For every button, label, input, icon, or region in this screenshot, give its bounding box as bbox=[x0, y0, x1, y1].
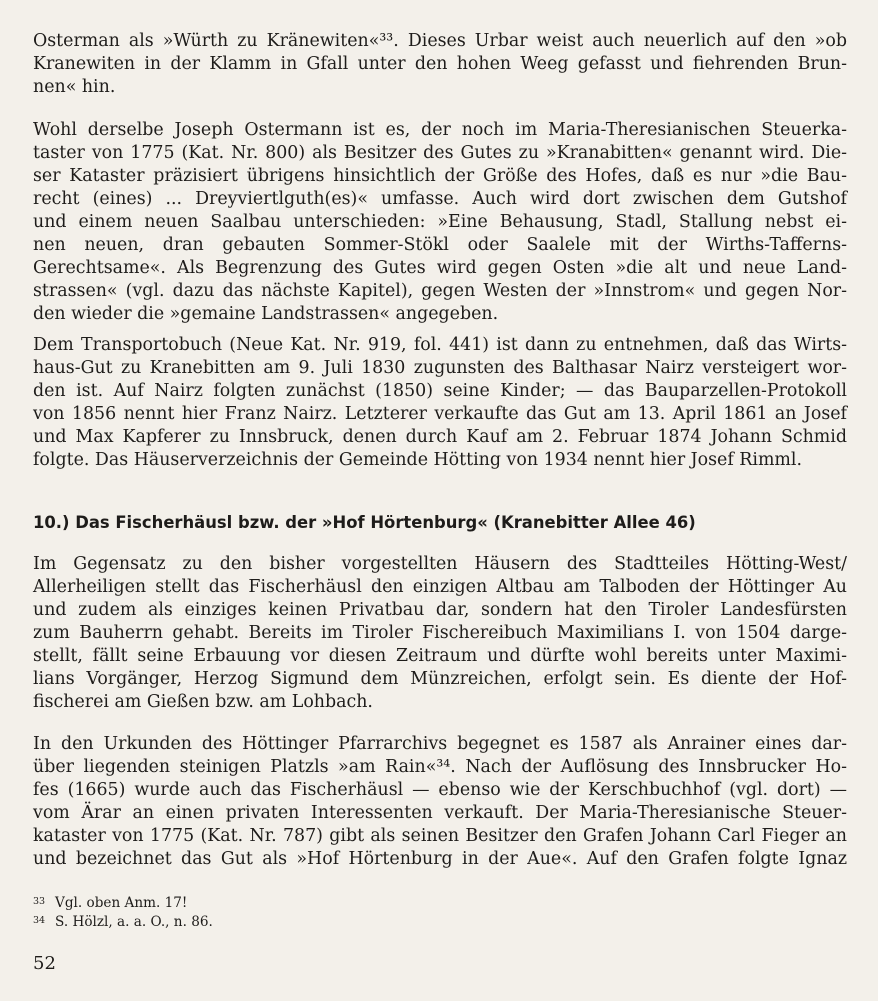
text-line: Gerechtsame«. Als Begrenzung des Gutes wird gegen Osten »die alt und neue Land- bbox=[33, 258, 847, 278]
text-line: und Max Kapferer zu Innsbruck, denen durch Kauf am 2. Februar 1874 Johann Schmid bbox=[33, 427, 847, 447]
paragraph-5 bbox=[33, 733, 847, 871]
text-line: In den Urkunden des Höttinger Pfarrarchivs begegnet es 1587 als Anrainer eines dar- bbox=[33, 734, 847, 754]
text-line: recht (eines) ... Dreyviertlguth(es)« umfasse. Auch wird dort zwischen dem Gutshof bbox=[33, 189, 847, 209]
text-line: fes (1665) wurde auch das Fischerhäusl — ebenso wie der Kerschbuchhof (vgl. dort) — bbox=[33, 780, 847, 800]
footnote-33 bbox=[33, 893, 187, 912]
text-line: Dem Transportobuch (Neue Kat. Nr. 919, fol. 441) ist dann zu entnehmen, daß das Wirts- bbox=[33, 335, 847, 355]
paragraph-2 bbox=[33, 119, 847, 326]
text-line: Wohl derselbe Joseph Ostermann ist es, der noch im Maria-Theresianischen Steuerka- bbox=[33, 120, 847, 140]
text-line: und zudem als einziges keinen Privatbau dar, sondern hat den Tiroler Landesfürsten bbox=[33, 600, 847, 620]
text-line: ser Kataster präzisiert übrigens hinsichtlich der Größe des Hofes, daß es nur »die Bau- bbox=[33, 166, 847, 186]
text-line: Allerheiligen stellt das Fischerhäusl den einzigen Altbau am Talboden der Höttinger Au bbox=[33, 577, 847, 597]
footnote-text: S. Hölzl, a. a. O., n. 86. bbox=[55, 914, 213, 930]
text-line: nen neuen, dran gebauten Sommer-Stökl oder Saalele mit der Wirths-Tafferns- bbox=[33, 235, 847, 255]
paragraph-1 bbox=[33, 30, 847, 99]
text-line: über liegenden steinigen Platzls »am Rain«³⁴. Nach der Auflösung des Innsbrucker Ho- bbox=[33, 757, 847, 777]
footnote-34 bbox=[33, 912, 213, 931]
text-line: den wieder die »gemaine Landstrassen« angegeben. bbox=[33, 304, 499, 324]
text-line: Im Gegensatz zu den bisher vorgestellten Häusern des Stadtteiles Hötting-West/ bbox=[33, 554, 847, 574]
text-line: nen« hin. bbox=[33, 77, 116, 97]
text-line: taster von 1775 (Kat. Nr. 800) als Besitzer des Gutes zu »Kranabitten« genannt wird. Die- bbox=[33, 143, 847, 163]
text-line: zum Bauherrn gehabt. Bereits im Tiroler Fischereibuch Maximilians I. von 1504 darge- bbox=[33, 623, 847, 643]
text-line: kataster von 1775 (Kat. Nr. 787) gibt als seinen Besitzer den Grafen Johann Carl Fieger an bbox=[33, 826, 847, 846]
text-line: vom Ärar an einen privaten Interessenten verkauft. Der Maria-Theresianische Steuer- bbox=[33, 803, 847, 823]
text-line: strassen« (vgl. dazu das nächste Kapitel), gegen Westen der »Innstrom« und gegen Nor- bbox=[33, 281, 847, 301]
text-line: folgte. Das Häuserverzeichnis der Gemeinde Hötting von 1934 nennt hier Josef Rimml. bbox=[33, 450, 803, 470]
paragraph-4 bbox=[33, 553, 847, 714]
text-line: haus-Gut zu Kranebitten am 9. Juli 1830 zugunsten des Balthasar Nairz versteigert wor- bbox=[33, 358, 847, 378]
text-line: Osterman als »Würth zu Kränewiten«³³. Dieses Urbar weist auch neuerlich auf den »ob bbox=[33, 31, 847, 51]
text-line: fischerei am Gießen bzw. am Lohbach. bbox=[33, 692, 373, 712]
footnote-text: Vgl. oben Anm. 17! bbox=[55, 895, 188, 911]
text-line: den ist. Auf Nairz folgten zunächst (1850) seine Kinder; — das Bauparzellen-Protokoll bbox=[33, 381, 847, 401]
page-number: 52 bbox=[33, 953, 56, 974]
text-line: stellt, fällt seine Erbauung vor diesen Zeitraum und dürfte wohl bereits unter Maximi- bbox=[33, 646, 847, 666]
section-heading: 10.) Das Fischerhäusl bzw. der »Hof Hörtenburg« (Kranebitter Allee 46) bbox=[33, 513, 696, 532]
footnote-number: 33 bbox=[33, 896, 46, 907]
text-line: von 1856 nennt hier Franz Nairz. Letzterer verkaufte das Gut am 13. April 1861 an Josef bbox=[33, 404, 847, 424]
paragraph-3 bbox=[33, 334, 847, 472]
footnote-number: 34 bbox=[33, 915, 46, 926]
text-line: und bezeichnet das Gut als »Hof Hörtenburg in der Aue«. Auf den Grafen folgte Ignaz bbox=[33, 849, 847, 869]
text-line: und einem neuen Saalbau unterschieden: »Eine Behausung, Stadl, Stallung nebst ei- bbox=[33, 212, 847, 232]
text-line: lians Vorgänger, Herzog Sigmund dem Münzreichen, erfolgt sein. Es diente der Hof- bbox=[33, 669, 847, 689]
text-line: Kranewiten in der Klamm in Gfall unter den hohen Weeg gefasst und fiehrenden Brun- bbox=[33, 54, 847, 74]
